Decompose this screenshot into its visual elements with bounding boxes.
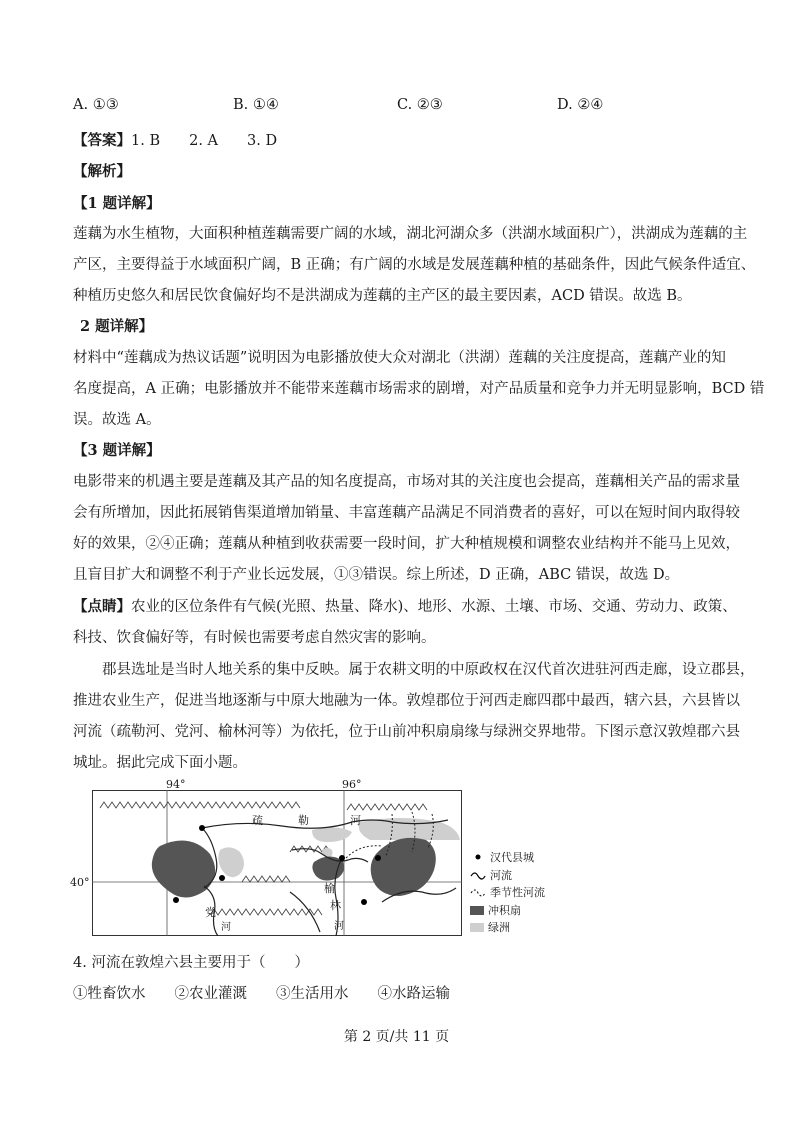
option-b: B. ①④: [233, 97, 279, 113]
legend-dot-icon: [470, 852, 486, 862]
q1-header: 【1 题详解】: [73, 195, 161, 212]
answer-line: [73, 129, 277, 150]
tip-line: 科技、饮食偏好等，有时候也需要考虑自然灾害的影响。: [73, 630, 436, 646]
q1-line: 莲藕为水生植物，大面积种植莲藕需要广阔的水域，湖北河湖众多（洪湖水域面积广），洪湖成为莲藕的主: [73, 226, 748, 242]
lon-label-94: 94°: [166, 778, 186, 791]
river-label-he2: 河: [221, 922, 231, 933]
q2-line: 误。故选 A。: [73, 412, 161, 428]
q2-header: 2 题详解】: [80, 318, 154, 335]
dunhuang-map: [92, 790, 462, 936]
river-label-lin: 林: [330, 899, 341, 912]
q3-line: 会有所增加，因此拓展销售渠道增加销量、丰富莲藕产品满足不同消费者的喜好，可以在短时间内取得较: [73, 505, 740, 521]
county-town-dot: [375, 855, 381, 861]
legend-label: 汉代县城: [490, 851, 534, 864]
q3-line: 好的效果，②④正确；莲藕从种植到收获需要一段时间，扩大种植规模和调整农业结构并不能马上见效，: [73, 536, 740, 552]
legend-item-river: [470, 867, 512, 883]
q3-line: 电影带来的机遇主要是莲藕及其产品的知名度提高，市场对其的关注度也会提高，莲藕相关产品的需求量: [73, 474, 740, 490]
option-c: C. ②③: [397, 97, 443, 113]
county-town-dot: [219, 875, 225, 881]
legend-fan-swatch-icon: [470, 906, 484, 915]
legend-item-seasonal: [470, 884, 545, 900]
q4-stem: 4. 河流在敦煌六县主要用于（ ）: [73, 955, 309, 971]
river-label-shu: 疏: [252, 814, 263, 827]
legend-item-oasis: [470, 919, 510, 935]
passage-line: 城址。据此完成下面小题。: [73, 755, 247, 771]
q2-line: 名度提高，A 正确；电影播放并不能带来莲藕市场需求的剧增，对产品质量和竞争力并无明显影响，BCD 错: [73, 381, 765, 397]
tip-label: 【点睛】: [73, 598, 131, 615]
legend-item-fan: [470, 902, 521, 918]
passage-line: 郡县选址是当时人地关系的集中反映。属于农耕文明的中原政权在汉代首次进驻河西走廊，设立郡县，: [102, 662, 755, 678]
analysis-label: 【解析】: [73, 163, 131, 180]
legend-oasis-swatch-icon: [470, 923, 484, 932]
county-town-dot: [339, 855, 345, 861]
county-town-dot: [173, 897, 179, 903]
option-d: D. ②④: [557, 97, 604, 113]
legend-label: 河流: [490, 869, 512, 882]
legend-label: 绿洲: [488, 921, 510, 934]
county-town-dot: [361, 899, 367, 905]
q1-line: 产区，主要得益于水域面积广阔，B 正确；有广阔的水域是发展莲藕种植的基础条件，因此气候条件适宜、: [73, 257, 756, 273]
legend-item-town: [470, 849, 534, 865]
answer-text: 1. B 2. A 3. D: [131, 133, 278, 149]
lat-label-40: 40°: [70, 876, 90, 889]
answer-label: 【答案】: [73, 132, 131, 149]
river-label-dang: 党: [205, 906, 216, 919]
river-label-yu: 榆: [324, 882, 335, 895]
river-label-he3: 河: [334, 921, 344, 932]
tip-text: 农业的区位条件有气候(光照、热量、降水)、地形、水源、土壤、市场、交通、劳动力、政策、: [131, 599, 737, 615]
q3-line: 且盲目扩大和调整不利于产业长远发展，①③错误。综上所述，D 正确，ABC 错误，故选 D。: [73, 567, 680, 583]
q3-header: 【3 题详解】: [73, 442, 161, 459]
legend-label: 季节性河流: [490, 886, 545, 899]
passage-line: 推进农业生产，促进当地逐渐与中原大地融为一体。敦煌郡位于河西走廊四郡中最西，辖六县，六县皆以: [73, 693, 740, 709]
lon-label-96: 96°: [342, 778, 362, 791]
q4-options: ①牲畜饮水 ②农业灌溉 ③生活用水 ④水路运输: [73, 986, 450, 1002]
county-town-dot: [199, 825, 205, 831]
tip-line: [73, 595, 737, 616]
river-label-he1: 河: [350, 814, 361, 827]
q2-line: 材料中“莲藕成为热议话题”说明因为电影播放使大众对湖北（洪湖）莲藕的关注度提高，莲藕产业的知: [73, 350, 726, 366]
q1-line: 种植历史悠久和居民饮食偏好均不是洪湖成为莲藕的主产区的最主要因素，ACD 错误。故选 B。: [73, 288, 692, 304]
legend-river-icon: [470, 870, 486, 880]
page-footer: 第 2 页/共 11 页: [343, 1029, 450, 1045]
legend-seasonal-river-icon: [470, 887, 486, 897]
legend-label: 冲积扇: [488, 904, 521, 917]
river-label-le: 勒: [298, 814, 309, 827]
option-a: A. ①③: [73, 97, 119, 113]
passage-line: 河流（疏勒河、党河、榆林河等）为依托，位于山前冲积扇扇缘与绿洲交界地带。下图示意汉敦煌郡六县: [73, 724, 740, 740]
